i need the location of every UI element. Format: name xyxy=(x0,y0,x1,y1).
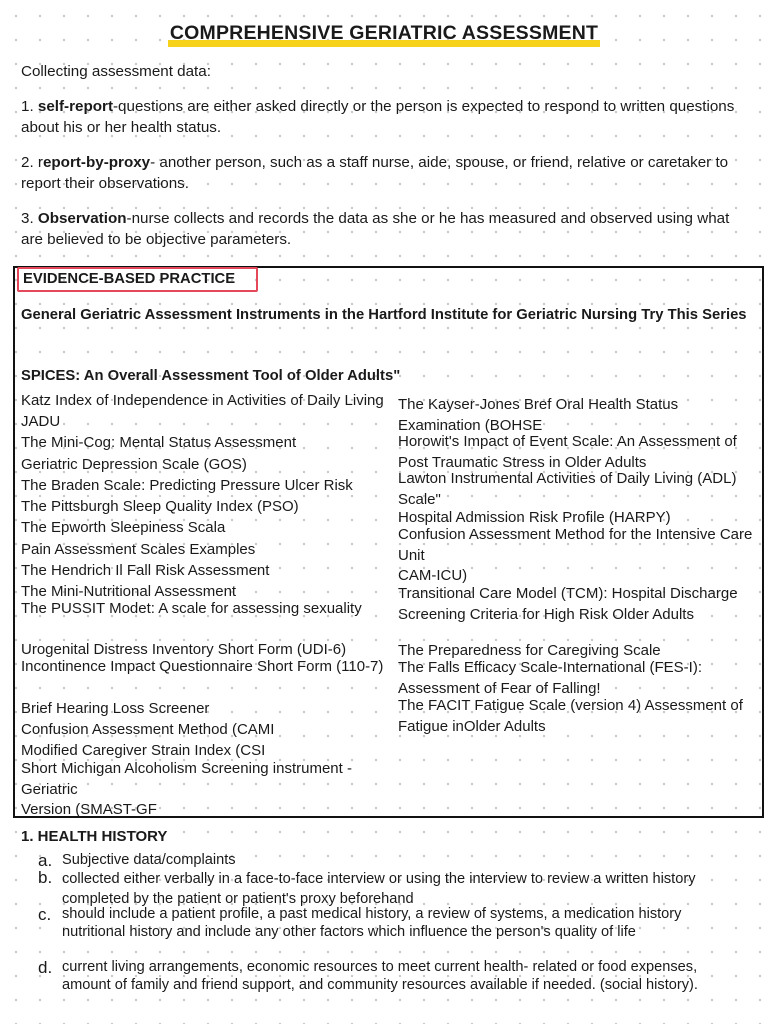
method-description: - another person, such as a staff nurse, aide, spouse, or friend, relative or caretaker to report their observations. xyxy=(21,154,729,192)
evidence-box-subheading: SPICES: An Overall Assessment Tool of Older Adults" xyxy=(21,368,401,384)
method-term: self-report xyxy=(37,98,113,115)
method-number: 3. xyxy=(21,210,38,227)
list-marker: d. xyxy=(38,958,53,977)
instrument-item: The Preparedness for Caregiving Scale xyxy=(398,642,661,659)
method-term: eport-by-proxy xyxy=(42,154,151,171)
list-item-text: should include a patient profile, a past medical history, a review of systems, a medication history nutritional history and include any other factors which influence the person's quality of life xyxy=(62,906,682,940)
health-history-item-c xyxy=(38,905,738,959)
instrument-item: The Kayser-Jones Bref Oral Health Status Examination (BOHSE xyxy=(398,396,679,434)
instrument-item: Short Michigan Alcoholism Screening instrument - Geriatric xyxy=(21,760,352,798)
instrument-item: The FACIT Fatigue Scale (version 4) Assessment of Fatigue inOlder Adults xyxy=(398,697,743,735)
instrument-item: The Pittsburgh Sleep Quality Index (PSO) xyxy=(21,498,299,515)
health-history-item-b xyxy=(38,868,738,906)
instrument-item: Horowit's Impact of Event Scale: An Assessment of Post Traumatic Stress in Older Adults xyxy=(398,433,737,471)
instrument-item: Lawton Instrumental Activities of Daily Living (ADL) Scale" xyxy=(398,470,737,508)
instrument-item: Modified Caregiver Strain Index (CSI xyxy=(21,742,266,759)
list-marker: a. xyxy=(38,851,53,870)
instrument-item: Pain Assessment Scales Examples xyxy=(21,541,256,558)
instrument-item: Confusion Assessment Method (CAMI xyxy=(21,721,275,738)
instrument-item: CAM-ICU) xyxy=(398,567,468,584)
instrument-item: The Hendrich Il Fall Risk Assessment xyxy=(21,562,270,579)
instrument-item: The Braden Scale: Predicting Pressure Ulcer Risk xyxy=(21,477,353,494)
method-number: 2. r xyxy=(21,154,43,171)
health-history-title: 1. HEALTH HISTORY xyxy=(21,828,168,845)
list-marker: b. xyxy=(38,868,53,887)
instrument-item: The Falls Efficacy Scale-International (FES-I): Assessment of Fear of Falling! xyxy=(398,659,702,697)
list-item-text: Subjective data/complaints xyxy=(62,852,236,868)
list-item-text: current living arrangements, economic resources to meet current health- related or food expenses, amount of family and friend support, and community resources available if needed. (social history). xyxy=(62,959,698,993)
method-number: 1. xyxy=(21,98,38,115)
instrument-item: Incontinence Impact Questionnaire Short Form (110-7) xyxy=(21,658,384,675)
list-marker: c. xyxy=(38,905,52,924)
method-description: -questions are either asked directly or the person is expected to respond to written questions about his or her health status. xyxy=(21,98,735,136)
evidence-based-practice-label: EVIDENCE-BASED PRACTICE xyxy=(17,267,258,292)
instrument-item: Version (SMAST-GF xyxy=(21,801,157,818)
instrument-item: Katz Index of Independence in Activities of Daily Living JADU xyxy=(21,392,384,430)
instrument-item: The Mini-Nutritional Assessment xyxy=(21,583,237,600)
instrument-item: Urogenital Distress Inventory Short Form (UDI-6) xyxy=(21,641,347,658)
instrument-item: Transitional Care Model (TCM): Hospital Discharge Screening Criteria for High Risk Older Adults xyxy=(398,585,738,623)
instrument-item: The Mini-Cog: Mental Status Assessment xyxy=(21,434,297,451)
method-self-report xyxy=(21,97,741,138)
method-term: Observation xyxy=(37,210,127,227)
evidence-box-heading: General Geriatric Assessment Instruments in the Hartford Institute for Geriatric Nursing Try This Series xyxy=(21,307,747,323)
instrument-item: The Epworth Sleepiness Scala xyxy=(21,519,226,536)
instrument-item: Brief Hearing Loss Screener xyxy=(21,700,210,717)
list-item-text: collected either verbally in a face-to-face interview or using the interview to review a written history completed by the patient or patient's proxy beforehand xyxy=(62,871,696,907)
method-observation xyxy=(21,209,741,250)
health-history-item-d xyxy=(38,958,738,1012)
instrument-item: Hospital Admission Risk Profile (HARPY) xyxy=(398,509,671,526)
page-title xyxy=(0,22,768,47)
method-description: -nurse collects and records the data as she or he has measured and observed using what are believed to be objective parameters. xyxy=(21,210,730,248)
method-report-by-proxy xyxy=(21,153,741,194)
instrument-item: Geriatric Depression Scale (GOS) xyxy=(21,456,247,473)
intro-text: Collecting assessment data: xyxy=(21,63,211,80)
instrument-item: Confusion Assessment Method for the Intensive Care Unit xyxy=(398,526,753,564)
instrument-item: The PUSSIT Modet: A scale for assessing sexuality xyxy=(21,600,362,617)
page-title-text: COMPREHENSIVE GERIATRIC ASSESSMENT xyxy=(168,22,600,47)
